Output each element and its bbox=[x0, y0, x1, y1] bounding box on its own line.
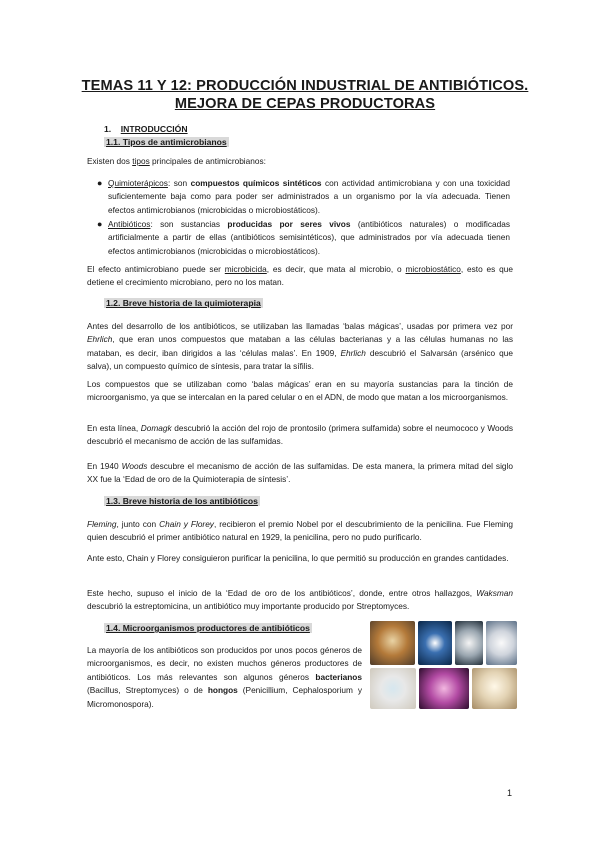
paragraph-1-2-d: En 1940 Woods descubre el mecanismo de acción de las sulfamidas. De esta manera, la primera mitad del siglo XX fue la ‘Edad de oro de la Quimioterapia de síntesis’. bbox=[87, 461, 513, 485]
paragraph-1-4: La mayoría de los antibióticos son producidos por unos pocos géneros de microorganismos, es decir, no existen muchos géneros productores de antibióticos. Los más relevantes son algunos géneros bacterianos (Bacillus, Streptomyces) o de hongos (Penicillium, Cephalosporium y Micromonospora). bbox=[87, 645, 362, 709]
page-number: 1 bbox=[506, 788, 512, 798]
section-1-2-label: 1.2. Breve historia de la quimioterapia bbox=[106, 298, 261, 308]
list-item-quimioterapicos: Quimioterápicos: son compuestos químicos sintéticos con actividad antimicrobiana y con una toxicidad suficientemente baja como para poder ser administrados a un organismo por la vía adecuada. Tienen efectos antimicrobianos (microbicidas o microbiostáticos). bbox=[108, 178, 510, 215]
section-1-2-heading bbox=[104, 298, 263, 308]
penicillium-plate-photo bbox=[370, 668, 416, 709]
paragraph-intro: Existen dos tipos principales de antimicrobianos: bbox=[87, 156, 266, 166]
bullet-icon: ● bbox=[97, 219, 103, 229]
cephalosporium-photo bbox=[472, 668, 517, 709]
section-1-3-label: 1.3. Breve historia de los antibióticos bbox=[106, 496, 258, 506]
microorganism-photos bbox=[370, 621, 517, 709]
paragraph-1-2-b: Los compuestos que se utilizaban como ‘balas mágicas’ eran en su mayoría sustancias para la tinción de microorganismo, ya que se intercalan en la pared celular o en el ADN, de modo que matan a los microorganismos. bbox=[87, 379, 513, 403]
paragraph-1-3-a: Fleming, junto con Chain y Florey, recibieron el premio Nobel por el descubrimiento de la penicilina. Fue Fleming quien descubrió el primer antibiótico natural en 1929, la penicilina, pero no pudo purificarlo. bbox=[87, 519, 514, 543]
section-1-4-heading bbox=[104, 623, 312, 633]
micromonospora-photo bbox=[419, 668, 469, 709]
bacillus-plate-photo bbox=[418, 621, 452, 665]
section-1-1-heading bbox=[104, 137, 229, 147]
streptomyces-photo bbox=[486, 621, 517, 665]
section-1-number: 1. bbox=[104, 124, 112, 134]
paragraph-efecto: El efecto antimicrobiano puede ser microbicida, es decir, que mata al microbio, o microbiostático, esto es que detiene el crecimiento microbiano, pero no los matan. bbox=[87, 264, 513, 288]
section-1-3-heading bbox=[104, 496, 260, 506]
section-1-heading bbox=[104, 124, 188, 134]
paragraph-1-3-b: Ante esto, Chain y Florey consiguieron purificar la penicilina, lo que permitió su producción en grandes cantidades. bbox=[87, 553, 509, 563]
paragraph-1-2-c: En esta línea, Domagk descubrió la acción del rojo de prontosilo (primera sulfamida) sobre el neumococo y Woods descubrió el mecanismo de acción de las sulfamidas. bbox=[87, 423, 513, 447]
document-title-line-2: MEJORA DE CEPAS PRODUCTORAS bbox=[174, 96, 436, 112]
section-1-1-label: 1.1. Tipos de antimicrobianos bbox=[106, 137, 227, 147]
list-item-antibioticos: Antibióticos: son sustancias producidas por seres vivos (antibióticos naturales) o modificadas artificialmente a partir de ellas (antibióticos semisintéticos), que administrados por vía adecuada tienen efectos antimicrobianos (microbicidas o microbiostáticos). bbox=[108, 219, 510, 256]
document-title-line-1: TEMAS 11 Y 12: PRODUCCIÓN INDUSTRIAL DE ANTIBIÓTICOS. bbox=[81, 78, 529, 94]
paragraph-1-3-c: Este hecho, supuso el inicio de la ‘Edad de oro de los antibióticos’, donde, entre otros hallazgos, Waksman descubrió la estreptomicina, un antibiótico muy importante producido por Streptomyces. bbox=[87, 588, 513, 612]
bullet-icon: ● bbox=[97, 178, 103, 188]
paragraph-1-2-a: Antes del desarrollo de los antibióticos, se utilizaban las llamadas ‘balas mágicas’, usadas por primera vez por Ehrlich, que eran unos compuestos que mataban a las células bacterianas y a las células humanas no las mataban, es decir, iban dirigidos a las ‘células malas’. En 1909, Ehrlich descubrió el Salvarsán (arsénico que salva), un compuesto químico de síntesis, para tratar la sífilis. bbox=[87, 321, 513, 372]
section-1-label: INTRODUCCIÓN bbox=[120, 124, 188, 134]
colony-photo bbox=[455, 621, 483, 665]
culture-plate-photo bbox=[370, 621, 415, 665]
section-1-4-label: 1.4. Microorganismos productores de antibióticos bbox=[106, 623, 310, 633]
